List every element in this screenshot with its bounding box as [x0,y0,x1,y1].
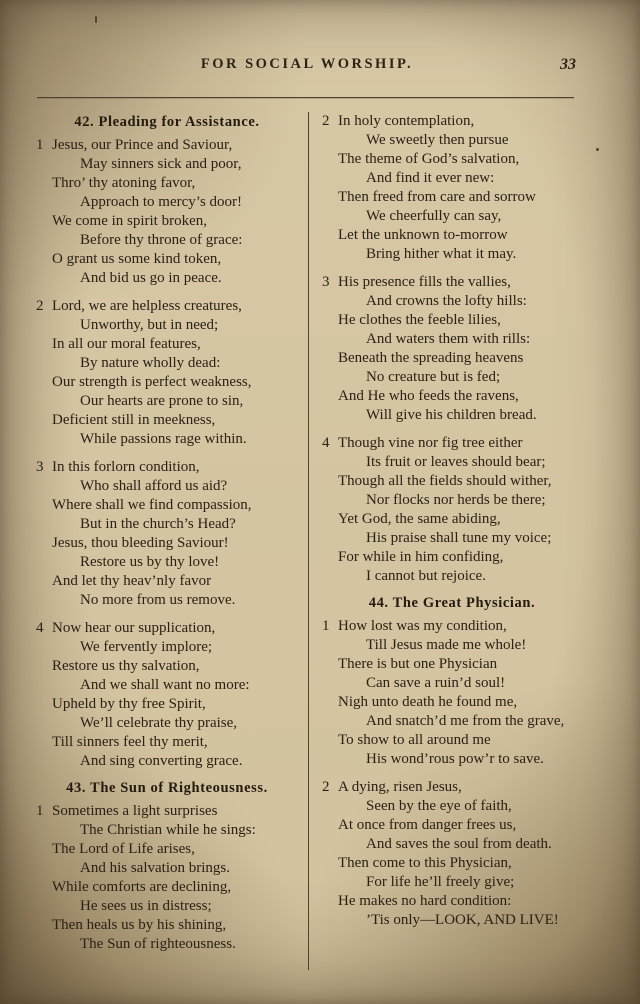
hymn-line: And we shall want no more: [80,677,250,693]
page-header [36,56,578,78]
hymn-line: The Sun of righteousness. [80,936,236,952]
verse-number: 3 [36,459,44,475]
hymn-line: Nor flocks nor herds be there; [366,492,546,508]
hymn-line: And snatch’d me from the grave, [366,713,565,729]
hymn-line: And his salvation brings. [80,860,230,876]
verse-lines [52,297,298,449]
hymn-line: In all our moral features, [52,336,201,352]
hymn-title: 43. The Sun of Righteousness. [66,780,268,796]
hymn-line: Who shall afford us aid? [80,478,228,494]
verse-lines [338,434,582,586]
verse-lines [52,136,298,288]
hymn-verse [322,434,582,586]
hymn-line: Beneath the spreading heavens [338,350,524,366]
hymn-line: Deficient still in meekness, [52,412,216,428]
hymn-line: Till sinners feel thy merit, [52,734,208,750]
hymn-line: To show to all around me [338,732,491,748]
hymn-line: Before thy throne of grace: [80,232,243,248]
hymn-line: And sing converting grace. [80,753,243,769]
verse-number: 1 [36,803,44,819]
hymn-line: He clothes the feeble lilies, [338,312,501,328]
verse-number: 1 [36,137,44,153]
hymn-line: And saves the soul from death. [366,836,552,852]
hymn-line: But in the church’s Head? [80,516,236,532]
verse-lines [338,778,582,930]
hymn-line: Can save a ruin’d soul! [366,675,506,691]
hymn-line: Where shall we find compassion, [52,497,252,513]
hymn-verse [36,297,298,449]
hymn-line: Its fruit or leaves should bear; [366,454,546,470]
hymn-line: Now hear our supplication, [52,620,216,636]
hymn-verse [322,273,582,425]
hymn-line: Till Jesus made me whole! [366,637,527,653]
hymn-title: 44. The Great Physician. [368,595,536,611]
hymn-line: We sweetly then pursue [366,132,509,148]
left-column [36,112,309,970]
hymn-line: Will give his children bread. [366,407,537,423]
hymn-title: 42. Pleading for Assistance. [74,114,260,130]
ink-speck [596,148,599,151]
hymn-line: May sinners sick and poor, [80,156,242,172]
hymn-verse [36,458,298,610]
hymn-line: By nature wholly dead: [80,355,221,371]
hymn-line: Upheld by thy free Spirit, [52,696,206,712]
hymn-line: He sees us in distress; [80,898,212,914]
right-column [309,112,582,970]
verse-lines [338,617,582,769]
hymn-line: No creature but is fed; [366,369,501,385]
hymn-line: And let thy heav’nly favor [52,573,212,589]
hymn-line: While comforts are declining, [52,879,232,895]
hymn-line: We cheerfully can say, [366,208,502,224]
hymn-line: Bring hither what it may. [366,246,517,262]
hymn-line: There is but one Physician [338,656,498,672]
hymn-line: And find it ever new: [366,170,495,186]
hymn-verse [322,617,582,769]
hymn-line: In holy contemplation, [338,113,475,129]
hymn-line: And waters them with rills: [366,331,531,347]
hymn-line: Let the unknown to-morrow [338,227,508,243]
running-title: FOR SOCIAL WORSHIP. [200,56,414,72]
verse-lines [52,458,298,610]
verse-number: 2 [322,113,330,129]
ink-speck [95,16,97,23]
hymn-line: Restore us by thy love! [80,554,220,570]
verse-number: 4 [322,435,330,451]
verse-number: 4 [36,620,44,636]
hymn-line: Our hearts are prone to sin, [80,393,244,409]
hymn-line: His praise shall tune my voice; [366,530,552,546]
hymn-line: Though vine nor fig tree either [338,435,523,451]
hymn-line: While passions rage within. [80,431,247,447]
hymn-line: Then freed from care and sorrow [338,189,536,205]
hymn-verse [36,136,298,288]
hymn-line: We fervently implore; [80,639,213,655]
hymn-line: Sometimes a light surprises [52,803,218,819]
hymn-line: A dying, risen Jesus, [338,779,462,795]
hymn-verse [36,802,298,954]
hymn-line: Thro’ thy atoning favor, [52,175,196,191]
hymn-line: In this forlorn condition, [52,459,200,475]
verse-number: 2 [322,779,330,795]
hymn-line: Jesus, thou bleeding Saviour! [52,535,229,551]
hymn-line: Then heals us by his shining, [52,917,227,933]
hymn-line: Seen by the eye of faith, [366,798,512,814]
hymn-verse [322,112,582,264]
hymn-line: I cannot but rejoice. [366,568,486,584]
hymn-line: For while in him confiding, [338,549,504,565]
hymn-line: His presence fills the vallies, [338,274,511,290]
hymn-verse [322,778,582,930]
hymn-line: His wond’rous pow’r to save. [366,751,544,767]
hymn-line: Then come to this Physician, [338,855,512,871]
page-number: 33 [560,56,576,73]
verse-lines [52,619,298,771]
header-rule [37,97,574,98]
verse-lines [52,802,298,954]
hymn-line: Approach to mercy’s door! [80,194,243,210]
hymn-line: How lost was my condition, [338,618,507,634]
hymn-line: Jesus, our Prince and Saviour, [52,137,233,153]
hymn-line: The theme of God’s salvation, [338,151,520,167]
hymn-line: Unworthy, but in need; [80,317,219,333]
hymn-line: Our strength is perfect weakness, [52,374,252,390]
hymn-line: Lord, we are helpless creatures, [52,298,242,314]
hymn-line: Yet God, the same abiding, [338,511,501,527]
hymn-line: O grant us some kind token, [52,251,222,267]
hymn-line: Restore us thy salvation, [52,658,200,674]
text-columns [36,112,582,970]
verse-number: 2 [36,298,44,314]
hymn-line: Nigh unto death he found me, [338,694,518,710]
hymn-line: ’Tis only—LOOK, AND LIVE! [366,912,559,928]
hymn-line: The Lord of Life arises, [52,841,195,857]
hymn-line: No more from us remove. [80,592,236,608]
verse-number: 1 [322,618,330,634]
hymn-line: Though all the fields should wither, [338,473,552,489]
hymn-line: We come in spirit broken, [52,213,208,229]
hymn-line: For life he’ll freely give; [366,874,515,890]
hymn-line: We’ll celebrate thy praise, [80,715,238,731]
verse-lines [338,112,582,264]
hymn-line: He makes no hard condition: [338,893,512,909]
hymn-line: And crowns the lofty hills: [366,293,527,309]
hymn-line: And bid us go in peace. [80,270,222,286]
verse-lines [338,273,582,425]
verse-number: 3 [322,274,330,290]
hymn-line: The Christian while he sings: [80,822,256,838]
hymn-line: And He who feeds the ravens, [338,388,519,404]
hymn-verse [36,619,298,771]
hymn-line: At once from danger frees us, [338,817,517,833]
